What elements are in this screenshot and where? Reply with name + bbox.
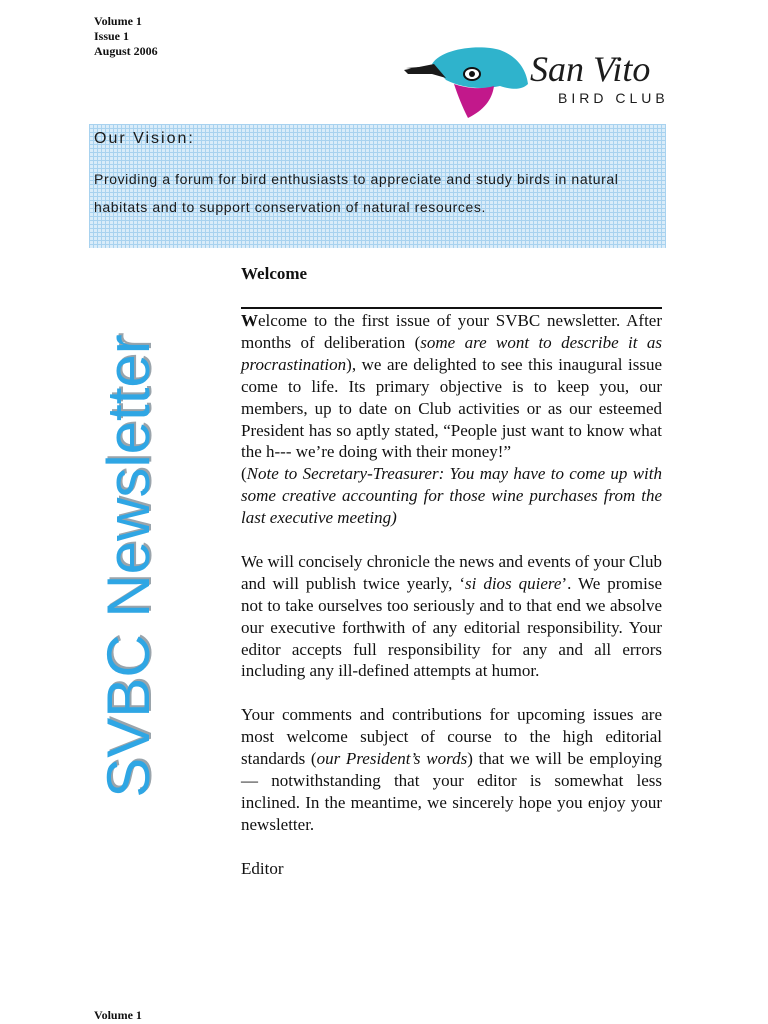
volume-label: Volume 1 xyxy=(94,14,142,28)
issue-info xyxy=(94,14,158,59)
article-body xyxy=(241,310,662,901)
footer-volume-label: Volume 1 xyxy=(94,1008,142,1022)
date-label: August 2006 xyxy=(94,44,158,58)
signature: Editor xyxy=(241,858,284,878)
heading-divider xyxy=(241,307,662,309)
issue-label: Issue 1 xyxy=(94,29,130,43)
club-logo xyxy=(402,44,702,122)
vision-box xyxy=(89,124,666,248)
drop-letter: W xyxy=(241,311,258,330)
logo-title: San Vito xyxy=(530,49,651,89)
paragraph-3: Your comments and contributions for upcoming issues are most welcome subject of course to the high editorial standards (our President’s words) that we will be employing — notwithstanding that your editor is somewhat less inclined. In the meantime, we sincerely hope you enjoy your newsletter. xyxy=(241,705,662,834)
treasurer-note: Note to Secretary-Treasurer: You may have to come up with some creative accounting for those wine purchases from the last executive meeting) xyxy=(241,464,662,528)
vision-text: Providing a forum for bird enthusiasts to appreciate and study birds in natural habitats and to support conservation of natural resources. xyxy=(94,171,619,215)
article-heading: Welcome xyxy=(241,264,308,283)
paragraph-2: We will concisely chronicle the news and events of your Club and will publish twice yearly, ‘si dios quiere’. We promise not to take ourselves too seriously and to that end we absolve our executive forthwith of any editorial responsibility. Your editor accepts full responsibility for any and all errors including any ill-defined attempts at humor. xyxy=(241,551,662,681)
logo-subtitle: BIRD CLUB xyxy=(558,90,669,106)
bird-throat-shape xyxy=(454,84,494,118)
bird-icon xyxy=(402,44,530,122)
bird-head-shape xyxy=(432,47,528,88)
newsletter-vertical-title: SVBC Newsletter xyxy=(95,334,162,798)
vision-title: Our Vision: xyxy=(94,130,195,147)
paragraph-1: Welcome to the first issue of your SVBC newsletter. After months of deliberation (some are wont to describe it as procrastination), we are delighted to see this inaugural issue come to life. Its primary objective is to keep you, our members, up to date on Club activities or as our esteemed President has so aptly stated, “People just want to know what the h--- we’re doing with their money!” (Note to Secretary-Treasurer: You may have to come up with some creative accounting for those wine purchases from the last executive meeting) xyxy=(241,311,662,528)
